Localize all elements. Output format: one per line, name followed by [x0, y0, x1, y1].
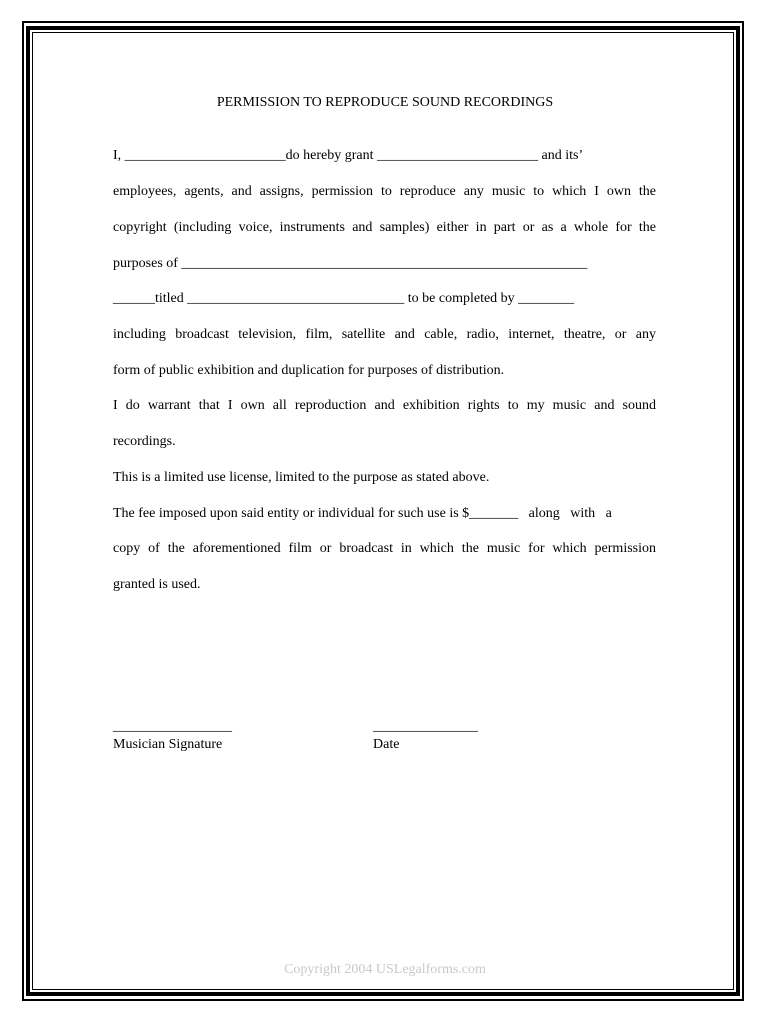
- body-line-9: recordings.: [113, 434, 176, 449]
- body-line-3: copyright (including voice, instruments and samples) either in part or as a whole for the: [113, 220, 656, 235]
- body-line-10: This is a limited use license, limited to the purpose as stated above.: [113, 470, 490, 485]
- copyright-footer: Copyright 2004 USLegalforms.com: [284, 962, 486, 977]
- body-line-5: ______titled _______________________________ to be completed by ________: [113, 291, 575, 306]
- body-line-8: I do warrant that I own all reproduction and exhibition rights to my music and sound: [113, 398, 656, 413]
- body-line-11: The fee imposed upon said entity or individual for such use is $_______ along with a: [113, 506, 612, 521]
- date-blank: _______________: [373, 719, 478, 734]
- document-title: PERMISSION TO REPRODUCE SOUND RECORDINGS: [216, 95, 554, 110]
- date-label: Date: [373, 737, 400, 752]
- body-line-13: granted is used.: [113, 577, 201, 592]
- body-line-6: including broadcast television, film, satellite and cable, radio, internet, theatre, or any: [113, 327, 656, 342]
- body-line-12: copy of the aforementioned film or broadcast in which the music for which permission: [113, 541, 656, 556]
- body-line-4: purposes of __________________________________________________________: [113, 256, 588, 271]
- body-line-7: form of public exhibition and duplication for purposes of distribution.: [113, 363, 505, 378]
- body-line-1: I, _______________________do hereby grant _______________________ and its’: [113, 148, 584, 163]
- signature-label: Musician Signature: [113, 737, 223, 752]
- body-line-2: employees, agents, and assigns, permission to reproduce any music to which I own the: [113, 184, 656, 199]
- signature-blank: _________________: [113, 719, 232, 734]
